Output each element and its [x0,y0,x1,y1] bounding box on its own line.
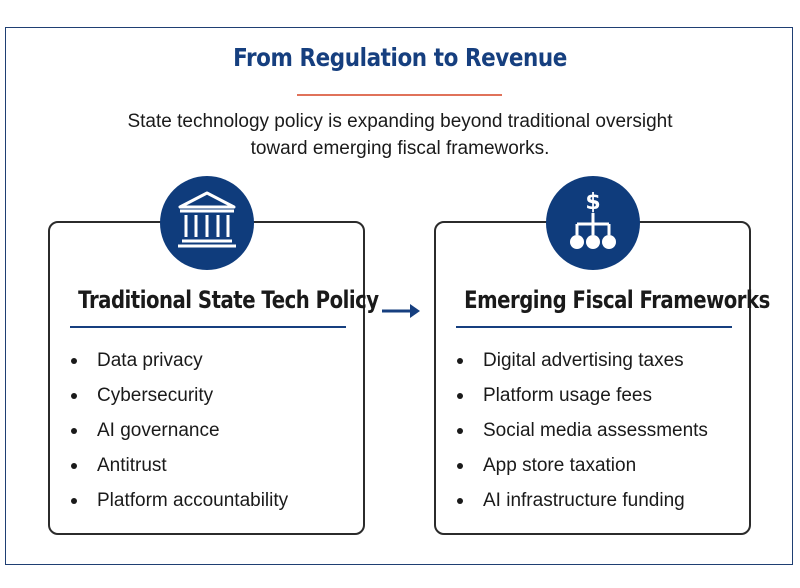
dollar-network-icon [546,176,640,270]
subtitle [80,108,720,162]
traditional-policy-heading: Traditional State Tech Policy [78,286,379,314]
list-item: App store taxation [436,453,708,488]
traditional-policy-list [50,348,288,523]
list-item: Platform accountability [50,488,288,523]
list-item: Data privacy [50,348,288,383]
emerging-frameworks-heading: Emerging Fiscal Frameworks [464,286,770,314]
traditional-policy-underline [70,326,346,328]
list-item: Social media assessments [436,418,708,453]
arrow-right-icon [380,300,422,322]
subtitle-line-2: toward emerging fiscal frameworks. [250,138,550,159]
svg-text:$: $ [585,190,601,215]
title-underline [297,94,502,96]
list-item: Cybersecurity [50,383,288,418]
list-item: Digital advertising taxes [436,348,708,383]
page-title: From Regulation to Revenue [233,43,567,72]
list-item: AI infrastructure funding [436,488,708,523]
list-item: AI governance [50,418,288,453]
emerging-frameworks-list [436,348,708,523]
list-item: Platform usage fees [436,383,708,418]
emerging-frameworks-underline [456,326,732,328]
subtitle-line-1: State technology policy is expanding beyond traditional oversight [127,111,673,132]
list-item: Antitrust [50,453,288,488]
government-building-icon [160,176,254,270]
